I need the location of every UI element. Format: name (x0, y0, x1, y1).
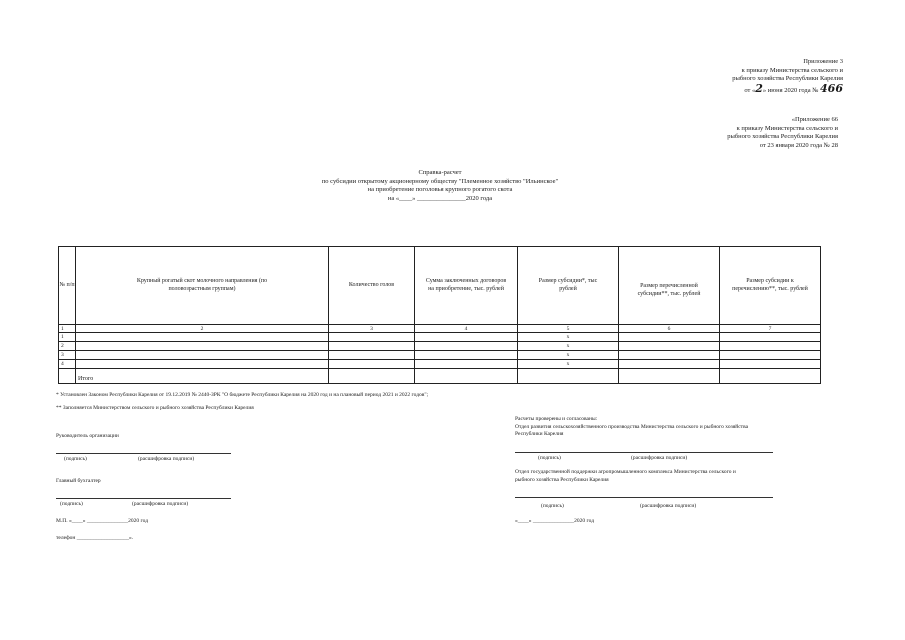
header-cell: Размер субсидии к перечислению**, тыс. рублей (720, 247, 821, 325)
table-row (59, 342, 821, 351)
number-cell: 1 (59, 325, 76, 333)
dept2-line1: Отдел государственной поддержки агропромышленного комплекса Министерства сельского и (515, 469, 736, 475)
table-cell: х (518, 342, 619, 351)
dept2-line2: рыбного хозяйства Республики Карелия (515, 477, 609, 483)
table-cell (415, 351, 518, 360)
appendix66-block (600, 116, 838, 150)
signature-decode-caption: (расшифровка подписи) (640, 503, 697, 509)
appendix3-line2: к приказу Министерства сельского и (741, 66, 843, 74)
table-cell (329, 333, 415, 342)
title-line4: на «____» _______________2020 года (387, 194, 493, 202)
table-cell (415, 360, 518, 369)
header-cell: Размер перечисленной субсидии**, тыс. рублей (619, 247, 720, 325)
table-cell: х (518, 360, 619, 369)
table-cell (619, 342, 720, 351)
header-cell: Количество голов (329, 247, 415, 325)
dept1-line1: Отдел развития сельскохозяйственного производства Министерства сельского и рыбного хозяйства (515, 424, 749, 430)
table-cell (76, 360, 329, 369)
signature-line (56, 453, 231, 454)
subsidy-table (58, 246, 821, 384)
table-cell: х (518, 351, 619, 360)
head-of-organization-label: Руководитель организации (56, 433, 119, 439)
footnote-1: * Установлен Законом Республики Карелия от 19.12.2019 № 2440-ЗРК "О бюджете Республики Карелия на 2020 год и на плановый период 2021 и 2022 годов"; (56, 392, 429, 398)
row-number: 1 (59, 333, 76, 342)
footnote-2: ** Заполняется Министерством сельского и рыбного хозяйства Республики Карелия (56, 405, 254, 411)
table-cell (76, 351, 329, 360)
appendix66-line3: рыбного хозяйства Республики Карелия (727, 133, 838, 140)
number-cell: 6 (619, 325, 720, 333)
appendix66-line2: к приказу Министерства сельского и (736, 124, 838, 132)
dept1-line2: Республики Карелия (515, 431, 564, 437)
table-cell (619, 369, 720, 384)
table-cell (329, 360, 415, 369)
signature-decode-caption: (расшифровка подписи) (132, 501, 189, 507)
appendix66-line4: от 23 января 2020 года № 28 (759, 141, 838, 149)
table-cell (76, 342, 329, 351)
title-line1: Справка-расчет (418, 169, 462, 176)
table-row (59, 351, 821, 360)
table-cell (415, 333, 518, 342)
table-cell (619, 333, 720, 342)
header-cell: № п/п (59, 247, 76, 325)
table-cell (415, 342, 518, 351)
table-cell (329, 342, 415, 351)
table-cell (415, 369, 518, 384)
table-cell (619, 360, 720, 369)
header-cell: Сумма заключенных договоров на приобретение, тыс. рублей (415, 247, 518, 325)
table-cell (720, 351, 821, 360)
table-cell (76, 333, 329, 342)
signature-line (515, 497, 773, 498)
chief-accountant-label: Главный бухгалтер (56, 478, 101, 484)
handwritten-number: 466 (820, 81, 843, 95)
signature-caption: (подпись) (538, 455, 561, 461)
row-number: 4 (59, 360, 76, 369)
signature-caption: (подпись) (541, 503, 564, 509)
appendix66-line1: «Приложение 66 (791, 116, 838, 123)
table-cell (518, 369, 619, 384)
number-cell: 3 (329, 325, 415, 333)
table-row (59, 333, 821, 342)
appendix3-line3: рыбного хозяйства Республики Карелия (732, 75, 843, 82)
row-number: 2 (59, 342, 76, 351)
approval-date-line: «____» _______________2020 год (515, 518, 595, 524)
signature-line (515, 452, 773, 453)
handwritten-day: 2 (755, 81, 763, 95)
table-cell (720, 342, 821, 351)
signature-decode-caption: (расшифровка подписи) (138, 456, 195, 462)
table-cell: х (518, 333, 619, 342)
table-cell (59, 369, 76, 384)
appendix3-line1: Приложение 3 (803, 58, 843, 65)
document-title (250, 169, 630, 203)
table-cell (329, 351, 415, 360)
checked-label: Расчеты проверены и согласованы: (515, 416, 598, 422)
title-line3: на приобретение поголовья крупного рогатого скота (367, 186, 513, 193)
row-number: 3 (59, 351, 76, 360)
title-line2: по субсидии открытому акционерному обществу "Племенное хозяйство "Ильинское" (321, 177, 559, 185)
header-cell: Размер субсидии*, тыс рублей (518, 247, 619, 325)
signature-line (56, 498, 231, 499)
number-cell: 7 (720, 325, 821, 333)
total-label: Итого (76, 369, 329, 384)
table-cell (619, 351, 720, 360)
appendix3-block (600, 58, 843, 95)
stamp-date-line: М.П. «____» _______________2020 год (56, 518, 148, 524)
table-cell (720, 360, 821, 369)
signature-caption: (подпись) (60, 501, 83, 507)
number-cell: 2 (76, 325, 329, 333)
table-total-row (59, 369, 821, 384)
phone-line: телефон ___________________». (56, 535, 134, 541)
signature-decode-caption: (расшифровка подписи) (631, 455, 688, 461)
signature-caption: (подпись) (64, 456, 87, 462)
table-row (59, 360, 821, 369)
table-cell (329, 369, 415, 384)
number-cell: 4 (415, 325, 518, 333)
appendix3-line4: от «2» июня 2020 года № 466 (744, 81, 843, 95)
table-cell (720, 369, 821, 384)
header-cell: Крупный рогатый скот молочного направления (по половозрастным группам) (76, 247, 329, 325)
table-cell (720, 333, 821, 342)
number-cell: 5 (518, 325, 619, 333)
table-header-row (59, 247, 821, 325)
table-number-row (59, 325, 821, 333)
